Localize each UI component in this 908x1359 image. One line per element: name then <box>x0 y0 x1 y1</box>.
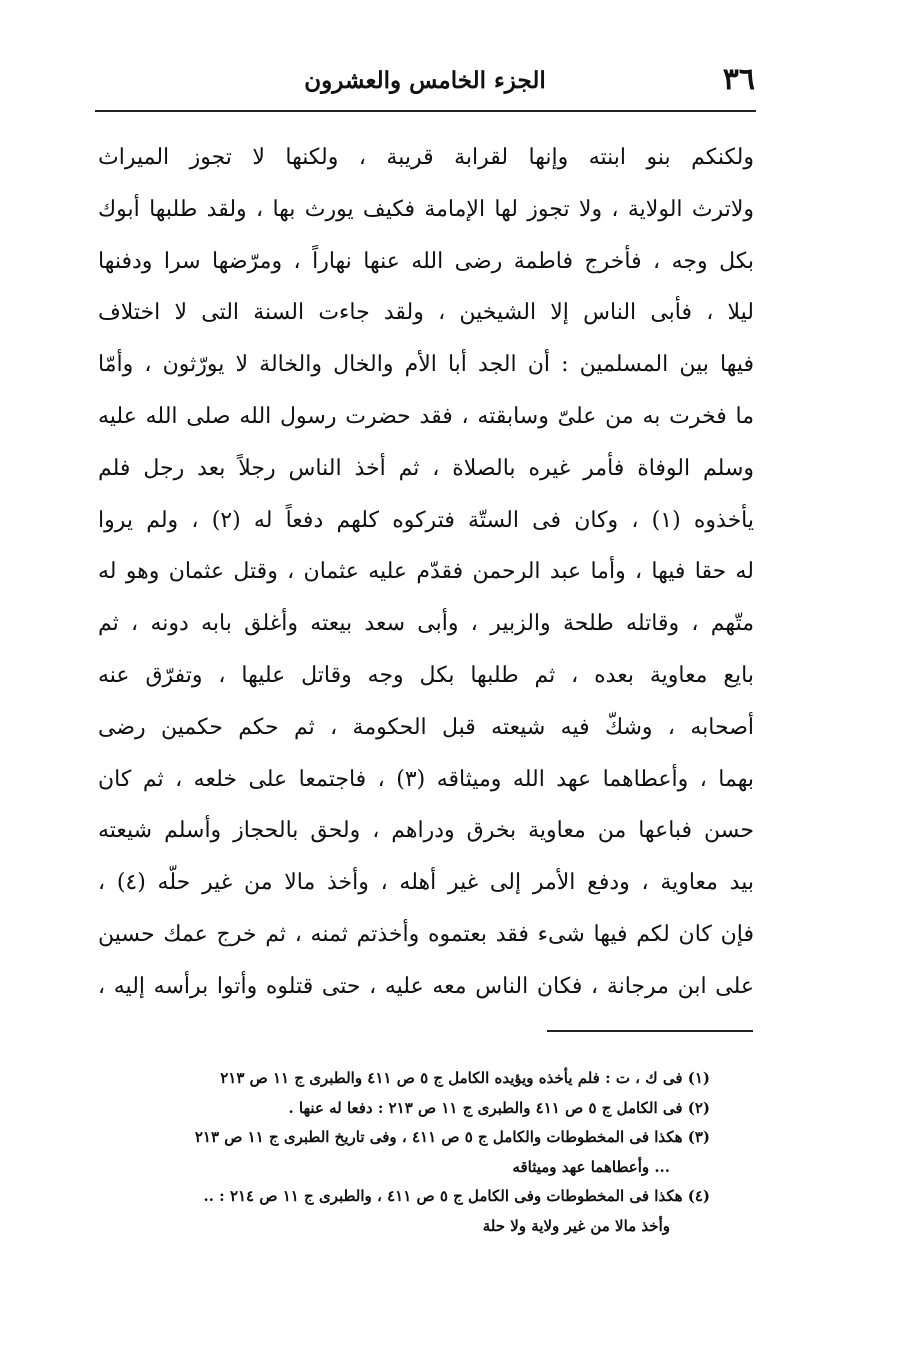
text-line: بايع معاوية بعده ، ثم طلبها بكل وجه وقاتل عليها ، وتفرّق عنه <box>98 662 754 688</box>
main-text <box>98 132 754 1013</box>
footnotes <box>100 1064 710 1241</box>
text-line: بيد معاوية ، ودفع الأمر إلى غير أهله ، وأخذ مالا من غير حلّه (٤) ، <box>98 870 754 896</box>
text-line: على ابن مرجانة ، فكان الناس معه عليه ، حتى قتلوه وأتوا برأسه إليه ، <box>98 973 754 999</box>
footnote-1: (١) فى ك ، ت : فلم يأخذه ويؤيده الكامل ج ٥ ص ٤١١ والطبرى ج ١١ ص ٢١٣ <box>220 1069 710 1087</box>
text-line: حسن فباعها من معاوية بخرق ودراهم ، ولحق بالحجاز وأسلم شيعته <box>98 818 754 844</box>
text-line: له حقا فيها ، وأما عبد الرحمن فقدّم عليه عثمان ، وقتل عثمان وهو له <box>98 559 754 585</box>
footnote-4: (٤) هكذا فى المخطوطات وفى الكامل ج ٥ ص ٤١١ ، والطبرى ج ١١ ص ٢١٤ : .. <box>203 1187 710 1205</box>
text-line: وسلم الوفاة فأمر غيره بالصلاة ، ثم أخذ الناس رجلاً بعد رجل فلم <box>98 455 754 481</box>
footnote-2: (٢) فى الكامل ج ٥ ص ٤١١ والطبرى ج ١١ ص ٢١٣ : دفعا له عنها . <box>288 1098 710 1117</box>
text-line: أصحابه ، وشكّ فيه شيعته قبل الحكومة ، ثم حكم حكمين رضى <box>98 714 754 740</box>
page-header <box>95 62 755 102</box>
text-line: متّهم ، وقاتله طلحة والزبير ، وأبى سعد بيعته وأغلق بابه دونه ، ثم <box>98 611 754 637</box>
text-line: يأخذوه (١) ، وكان فى الستّة فتركوه كلهم دفعاً له (٢) ، ولم يروا <box>98 507 754 533</box>
text-line: ولاترث الولاية ، ولا تجوز لها الإمامة فكيف يورث بها ، ولقد طلبها أبوك <box>98 196 754 222</box>
page-number: ٣٦ <box>722 62 755 97</box>
header-divider <box>95 110 756 112</box>
text-line: ليلا ، فأبى الناس إلا الشيخين ، ولقد جاءت السنة التى لا اختلاف <box>98 300 754 326</box>
text-line: ما فخرت به من علىّ وسابقته ، فقد حضرت رسول الله صلى الله عليه <box>98 403 754 429</box>
footnote-4-continuation: وأخذ مالا من غير ولاية ولا حلة <box>482 1216 670 1235</box>
text-line: ولكنكم بنو ابنته وإنها لقرابة قريبة ، ولكنها لا تجوز الميراث <box>98 145 754 170</box>
text-line: فيها بين المسلمين : أن الجد أبا الأم والخال والخالة لا يورّثون ، وأمّا <box>98 352 754 378</box>
footnote-divider <box>547 1030 753 1032</box>
text-line: بهما ، وأعطاهما عهد الله وميثاقه (٣) ، فاجتمعا على خلعه ، ثم كان <box>98 766 754 792</box>
text-line: بكل وجه ، فأخرج فاطمة رضى الله عنها نهاراً ، ومرّضها سرا ودفنها <box>98 248 754 274</box>
footnote-3: (٣) هكذا فى المخطوطات والكامل ج ٥ ص ٤١١ ، وفى تاريخ الطبرى ج ١١ ص ٢١٣ <box>194 1128 710 1146</box>
text-line: فإن كان لكم فيها شىء فقد بعتموه وأخذتم ثمنه ، ثم خرج عمك حسين <box>98 921 754 947</box>
running-title: الجزء الخامس والعشرون <box>304 67 546 94</box>
footnote-3-continuation: ... وأعطاهما عهد وميثاقه <box>512 1157 670 1176</box>
